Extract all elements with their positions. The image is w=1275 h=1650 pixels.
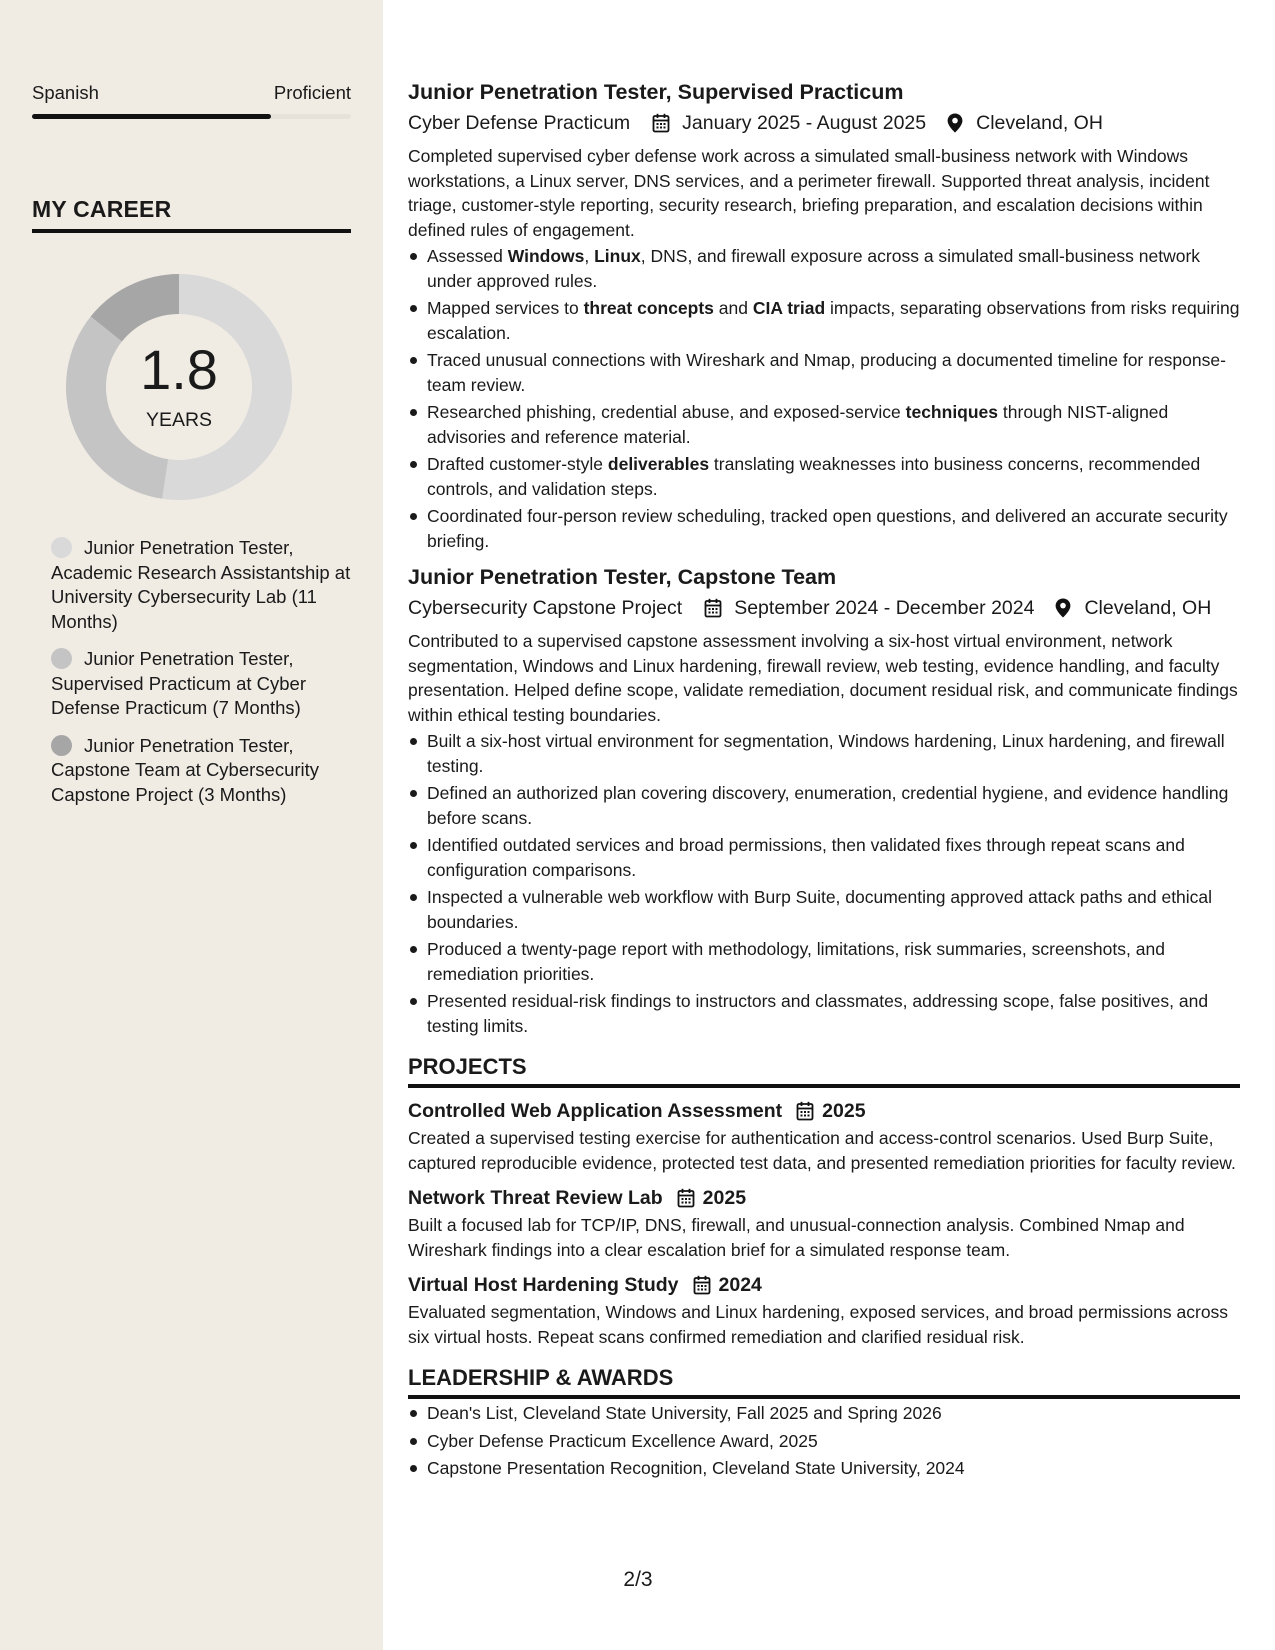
calendar-icon — [693, 1275, 711, 1295]
job-bullet — [427, 348, 1240, 397]
job-meta — [408, 110, 1240, 136]
job-bullet — [427, 400, 1240, 449]
project-description: Created a supervised testing exercise for authentication and access-control scenarios. Used Burp Suite, captured reproducible evidence, protected test data, and presented remediation priorities for faculty review. — [408, 1128, 1236, 1173]
project-name: Virtual Host Hardening Study — [408, 1274, 679, 1296]
language-row — [32, 82, 351, 104]
bullet-emphasis: deliverables — [607, 454, 710, 474]
project-description: Evaluated segmentation, Windows and Linux hardening, exposed services, and broad permissions across six virtual hosts. Repeat scans confirmed remediation and clarified residual risk. — [408, 1302, 1229, 1347]
job-bullets — [427, 244, 1240, 553]
career-total-unit: YEARS — [145, 409, 213, 431]
bullet-text: translating weaknesses into business concerns, recommended controls, and validation steps. — [427, 454, 1201, 499]
calendar-icon — [704, 598, 722, 618]
bullet-text: , — [584, 246, 595, 266]
page-number: 2/3 — [623, 1568, 653, 1591]
map-pin-icon — [946, 113, 964, 133]
bullet-emphasis: Linux — [594, 246, 641, 266]
bullet-text: Presented residual-risk findings to instructors and classmates, addressing scope, false positives, and testing limits. — [427, 991, 1209, 1036]
bullet-text: impacts, separating observations from risks requiring escalation. — [427, 298, 1240, 343]
career-legend-item — [51, 647, 351, 721]
award-item: Capstone Presentation Recognition, Cleveland State University, 2024 — [427, 1456, 1240, 1481]
bullet-text: and — [713, 298, 753, 318]
job-title: Junior Penetration Tester, Supervised Practicum — [408, 80, 904, 104]
project-description: Built a focused lab for TCP/IP, DNS, firewall, and unusual-connection analysis. Combined Nmap and Wireshark findings into a clear escalation brief for a simulated response team. — [408, 1215, 1185, 1260]
legend-dot — [51, 735, 72, 756]
calendar-icon — [796, 1101, 814, 1121]
calendar-icon — [677, 1188, 695, 1208]
legend-label: Junior Penetration Tester, Supervised Practicum at Cyber Defense Practicum (7 Months) — [51, 648, 306, 718]
bullet-text: Assessed — [427, 246, 508, 266]
career-total-value: 1.8 — [140, 338, 218, 401]
career-legend-item — [51, 734, 351, 808]
project-name: Controlled Web Application Assessment — [408, 1100, 783, 1122]
project-entry — [408, 1185, 1240, 1262]
bullet-text: through NIST-aligned advisories and reference material. — [427, 402, 1169, 447]
bullet-text: Defined an authorized plan covering discovery, enumeration, credential hygiene, and evidence handling before scans. — [427, 783, 1229, 828]
job-bullet — [427, 729, 1240, 778]
job-bullet — [427, 937, 1240, 986]
awards-list — [427, 1401, 1240, 1481]
job-description: Completed supervised cyber defense work across a simulated small-business network with Windows workstations, a Linux server, DNS services, and a perimeter firewall. Supported threat analysis, incident triage, customer-style reporting, security research, briefing preparation, and escalation decisions within defined rules of engagement. — [408, 146, 1210, 240]
job-dates: September 2024 - December 2024 — [734, 597, 1035, 619]
bullet-text: Researched phishing, credential abuse, and exposed-service — [427, 402, 906, 422]
job-bullet — [427, 781, 1240, 830]
language-proficiency-bar — [32, 114, 351, 119]
sidebar — [0, 0, 383, 1650]
project-year: 2025 — [822, 1100, 866, 1122]
project-name: Network Threat Review Lab — [408, 1187, 663, 1209]
legend-label: Junior Penetration Tester, Capstone Team at Cybersecurity Capstone Project (3 Months) — [51, 734, 320, 805]
projects-heading: PROJECTS — [408, 1054, 1240, 1088]
map-pin-icon — [1054, 598, 1072, 618]
project-header — [408, 1098, 1240, 1124]
job-location: Cleveland, OH — [976, 112, 1103, 134]
job-title: Junior Penetration Tester, Capstone Team — [408, 565, 837, 589]
bullet-text: Produced a twenty-page report with methodology, limitations, risk summaries, screenshots, and remediation priorities. — [427, 939, 1165, 984]
legend-dot — [51, 648, 72, 669]
career-legend-item — [51, 536, 351, 634]
project-entry — [408, 1272, 1240, 1349]
award-item: Cyber Defense Practicum Excellence Award, 2025 — [427, 1429, 1240, 1454]
job-bullet — [427, 244, 1240, 293]
bullet-emphasis: CIA triad — [752, 298, 826, 318]
awards-heading: LEADERSHIP & AWARDS — [408, 1365, 1240, 1399]
project-header — [408, 1185, 1240, 1211]
job-bullet — [427, 452, 1240, 501]
language-proficiency-fill — [32, 114, 271, 119]
bullet-emphasis: threat concepts — [583, 298, 714, 318]
award-item: Dean's List, Cleveland State University, Fall 2025 and Spring 2026 — [427, 1401, 1240, 1426]
language-level: Proficient — [273, 82, 351, 103]
job-bullet — [427, 504, 1240, 553]
job-location: Cleveland, OH — [1084, 597, 1212, 619]
bullet-text: Traced unusual connections with Wireshark and Nmap, producing a documented timeline for response-team review. — [427, 350, 1226, 395]
bullet-text: , DNS, and firewall exposure across a simulated small-business network under approved rules. — [427, 246, 1201, 291]
projects-list — [408, 1098, 1240, 1349]
project-header — [408, 1272, 1240, 1298]
main-content — [408, 78, 1240, 1484]
bullet-text: Inspected a vulnerable web workflow with Burp Suite, documenting approved attack paths and ethical boundaries. — [427, 887, 1213, 932]
project-entry — [408, 1098, 1240, 1175]
experience-entry — [408, 563, 1240, 1038]
calendar-icon — [652, 113, 670, 133]
legend-dot — [51, 537, 72, 558]
bullet-text: Mapped services to — [427, 298, 584, 318]
bullet-text: Identified outdated services and broad permissions, then validated fixes through repeat scans and configuration comparisons. — [427, 835, 1185, 880]
job-bullet — [427, 296, 1240, 345]
bullet-emphasis: Windows — [507, 246, 585, 266]
bullet-text: Built a six-host virtual environment for segmentation, Windows hardening, Linux hardening, and firewall testing. — [427, 731, 1225, 776]
job-dates: January 2025 - August 2025 — [682, 112, 927, 134]
project-year: 2024 — [718, 1274, 762, 1296]
job-bullet — [427, 885, 1240, 934]
project-year: 2025 — [702, 1187, 747, 1209]
job-bullet — [427, 833, 1240, 882]
job-bullets — [427, 729, 1240, 1038]
job-meta — [408, 595, 1240, 621]
bullet-text: Coordinated four-person review scheduling, tracked open questions, and delivered an accurate security briefing. — [427, 506, 1228, 551]
legend-label: Junior Penetration Tester, Academic Research Assistantship at University Cybersecurity Lab (11 Months) — [51, 537, 351, 632]
career-heading: MY CAREER — [32, 196, 351, 233]
job-description: Contributed to a supervised capstone assessment involving a six-host virtual environment, network segmentation, Windows and Linux hardening, firewall review, web testing, evidence handling, and faculty presentation. Helped define scope, validate remediation, document residual risk, and communicate findings within ethical testing boundaries. — [408, 631, 1238, 725]
career-legend — [51, 536, 351, 820]
bullet-text: Drafted customer-style — [427, 454, 608, 474]
experience-entry — [408, 78, 1240, 553]
job-bullet — [427, 989, 1240, 1038]
job-org: Cybersecurity Capstone Project — [408, 597, 683, 619]
bullet-emphasis: techniques — [905, 402, 999, 422]
job-org: Cyber Defense Practicum — [408, 112, 631, 134]
language-name: Spanish — [32, 82, 99, 103]
